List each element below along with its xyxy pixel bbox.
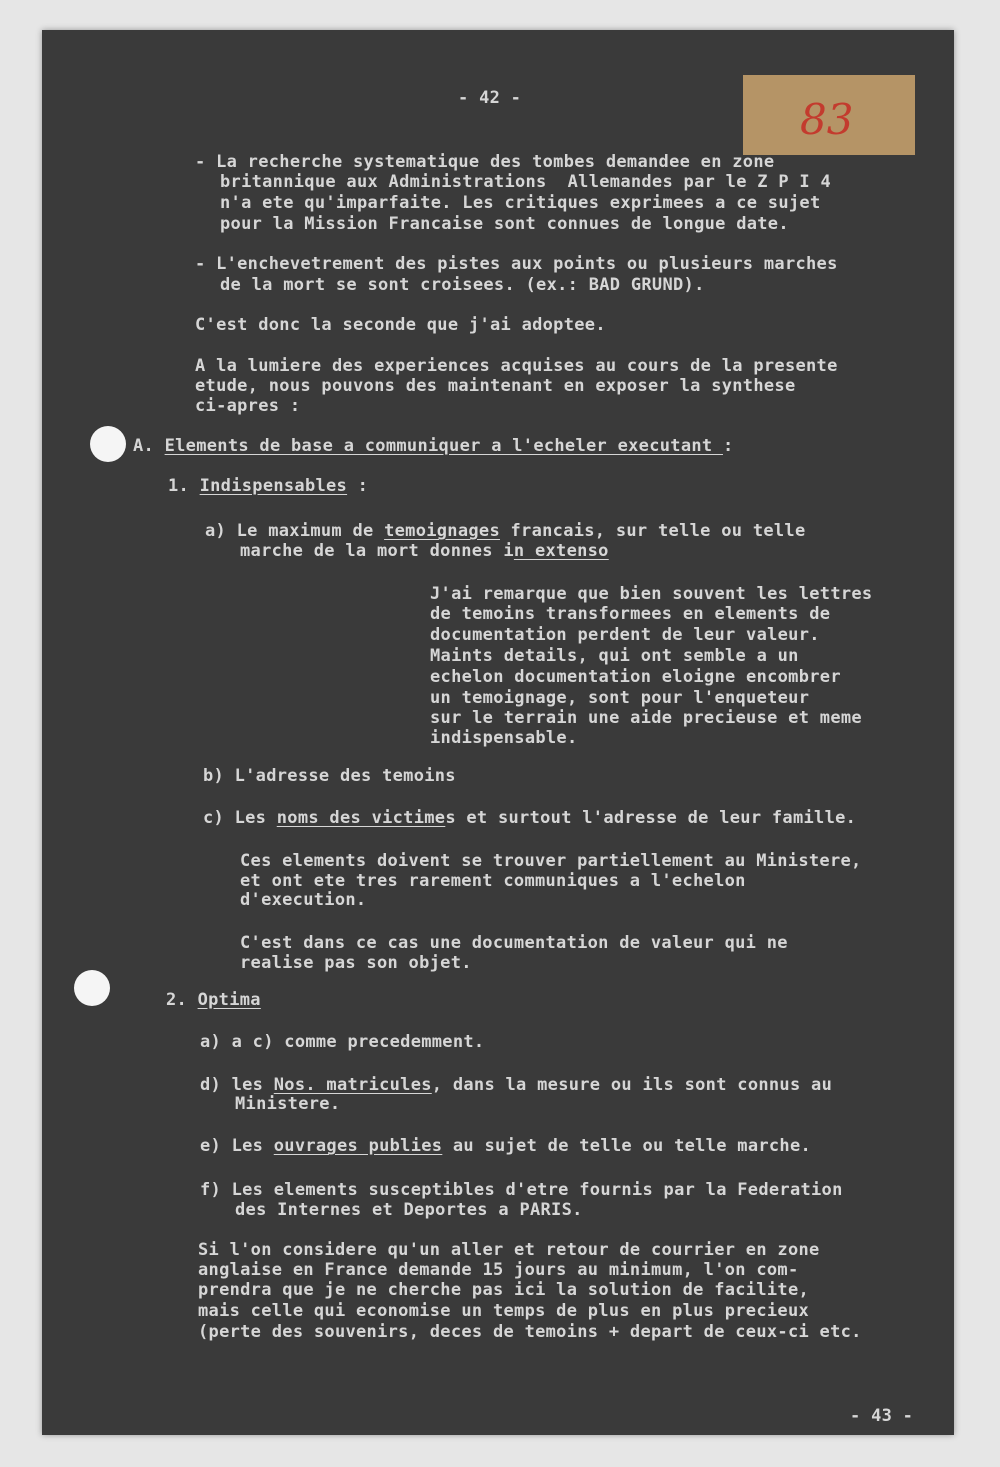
text-line: a) a c) comme precedemment. — [200, 1032, 485, 1052]
text-line: ci-apres : — [195, 396, 301, 416]
text-line: marche de la mort donnes in extenso — [240, 541, 609, 561]
text-line: realise pas son objet. — [240, 953, 472, 973]
text-line: C'est donc la seconde que j'ai adoptee. — [195, 315, 606, 335]
text-line: - L'enchevetrement des pistes aux points ou plusieurs marches — [195, 254, 838, 274]
text-line: pour la Mission Francaise sont connues de longue date. — [220, 214, 789, 234]
text-line: de temoins transformees en elements de — [430, 604, 831, 624]
text-line: d) les Nos. matricules, dans la mesure ou ils sont connus au — [200, 1075, 833, 1095]
page-footer-number: - 43 - — [850, 1406, 914, 1426]
text-line: Maints details, qui ont semble a un — [430, 646, 799, 666]
text-line: de la mort se sont croisees. (ex.: BAD GRUND). — [220, 275, 705, 295]
text-line: indispensable. — [430, 728, 578, 748]
punch-hole-bottom — [74, 970, 110, 1006]
text-line: n'a ete qu'imparfaite. Les critiques exprimees a ce sujet — [220, 193, 821, 213]
text-line: 1. Indispensables : — [168, 476, 369, 496]
text-line: C'est dans ce cas une documentation de valeur qui ne — [240, 933, 788, 953]
text-line: J'ai remarque que bien souvent les lettres — [430, 584, 873, 604]
text-line: un temoignage, sont pour l'enqueteur — [430, 688, 810, 708]
text-line: A. Elements de base a communiquer a l'echeler executant : — [133, 436, 734, 456]
text-line: britannique aux Administrations Allemandes par le Z P I 4 — [220, 172, 832, 192]
text-line: et ont ete tres rarement communiques a l'echelon — [240, 871, 746, 891]
text-line: echelon documentation eloigne encombrer — [430, 667, 841, 687]
text-line: 2. Optima — [166, 990, 261, 1010]
text-line: etude, nous pouvons des maintenant en exposer la synthese — [195, 376, 796, 396]
text-line: mais celle qui economise un temps de plus en plus precieux — [198, 1301, 810, 1321]
punch-hole-top — [90, 426, 126, 462]
text-line: des Internes et Deportes a PARIS. — [235, 1200, 583, 1220]
text-line: c) Les noms des victimes et surtout l'adresse de leur famille. — [203, 808, 857, 828]
text-line: Ces elements doivent se trouver partiellement au Ministere, — [240, 851, 862, 871]
text-line: documentation perdent de leur valeur. — [430, 625, 820, 645]
text-line: f) Les elements susceptibles d'etre fournis par la Federation — [200, 1180, 843, 1200]
text-line: Si l'on considere qu'un aller et retour de courrier en zone — [198, 1240, 820, 1260]
text-line: prendra que je ne cherche pas ici la solution de facilite, — [198, 1280, 810, 1300]
text-line: b) L'adresse des temoins — [203, 766, 456, 786]
text-line: d'execution. — [240, 890, 367, 910]
text-line: (perte des souvenirs, deces de temoins + depart de ceux-ci etc. — [198, 1322, 862, 1342]
text-line: e) Les ouvrages publies au sujet de telle ou telle marche. — [200, 1136, 812, 1156]
text-line: sur le terrain une aide precieuse et meme — [430, 708, 862, 728]
text-line: A la lumiere des experiences acquises au cours de la presente — [195, 356, 838, 376]
text-line: Ministere. — [235, 1094, 341, 1114]
page-header-number: - 42 - — [458, 88, 522, 108]
text-line: a) Le maximum de temoignages francais, sur telle ou telle — [205, 521, 806, 541]
text-line: - La recherche systematique des tombes demandee en zone — [195, 152, 775, 172]
archive-number: 83 — [800, 95, 854, 144]
text-line: anglaise en France demande 15 jours au minimum, l'on com- — [198, 1260, 799, 1280]
